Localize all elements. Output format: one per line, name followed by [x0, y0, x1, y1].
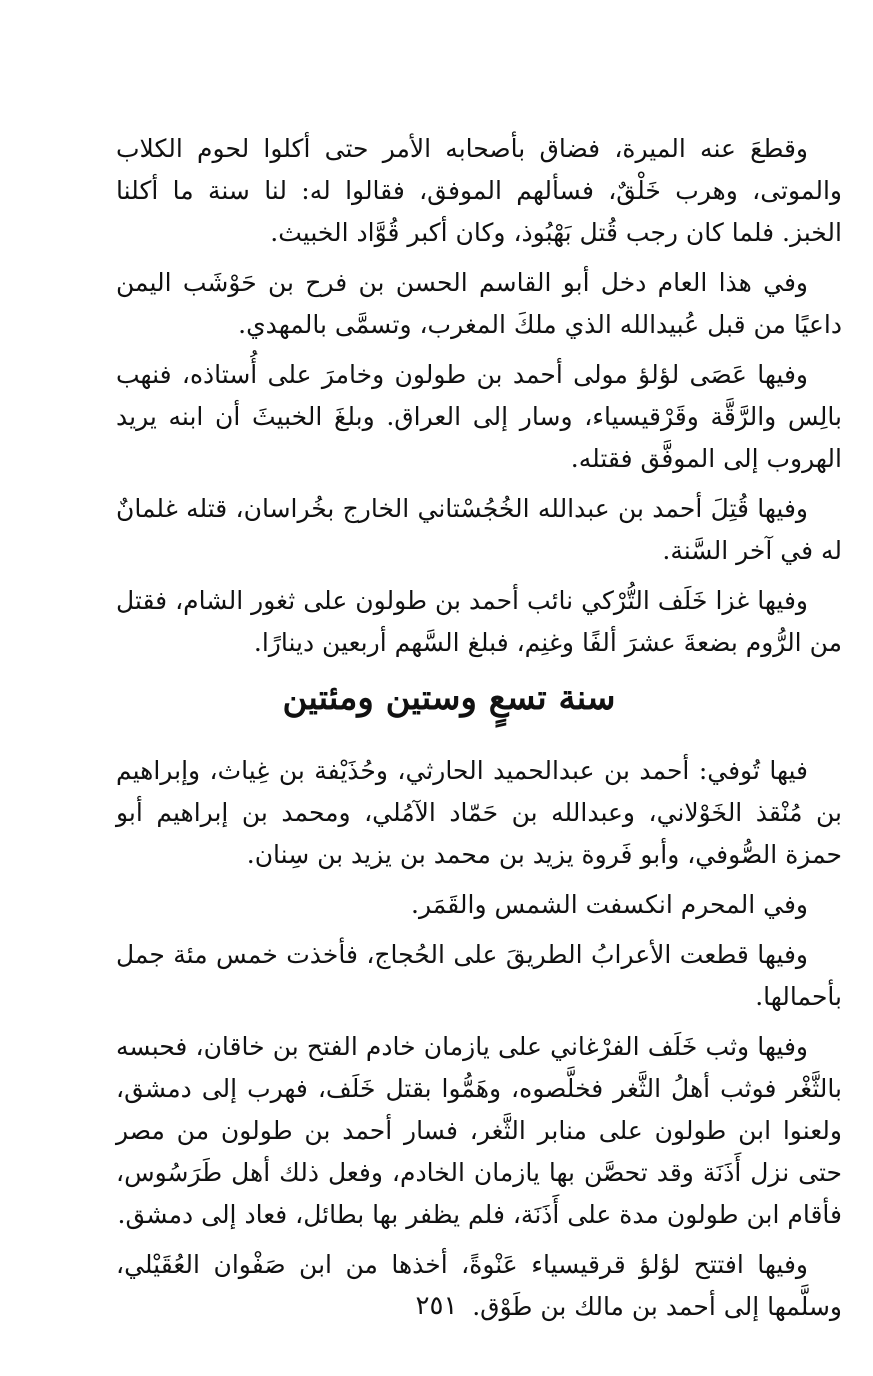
paragraph: وفيها غزا خَلَف التُّرْكي نائب أحمد بن طولون على ثغور الشام، فقتل من الرُّوم بضعةَ عشرَ ألفًا وغنِم، فبلغ السَّهم أربعين دينارًا.: [116, 586, 842, 657]
page-body: [116, 128, 842, 1336]
section-heading: سنة تسعٍ وستين ومئتين: [282, 678, 616, 718]
paragraph: وفيها وثب خَلَف الفرْغاني على يازمان خادم الفتح بن خاقان، فحبسه بالثَّغْر فوثب أهلُ الثَّغر فخلَّصوه، وهَمُّوا بقتل خَلَف، فهرب إلى دمشق، ولعنوا ابن طولون على منابر الثَّغر، فسار أحمد بن طولون من مصر حتى نزل أَذَنَة وقد تحصَّن بها يازمان الخادم، وفعل ذلك أهل طَرَسُوس، فأقام ابن طولون مدة على أَذَنَة، فلم يظفر بها بطائل، فعاد إلى دمشق.: [116, 1032, 842, 1229]
paragraph: وفيها قطعت الأعرابُ الطريقَ على الحُجاج، فأخذت خمس مئة جمل بأحمالها.: [116, 940, 842, 1011]
paragraph: وفيها افتتح لؤلؤ قرقيسياء عَنْوةً، أخذها من ابن صَفْوان العُقَيْلي، وسلَّمها إلى أحمد بن مالك بن طَوْق.: [116, 1250, 842, 1321]
paragraph: وفي المحرم انكسفت الشمس والقَمَر.: [411, 890, 808, 919]
paragraph: وفي هذا العام دخل أبو القاسم الحسن بن فرح بن حَوْشَب اليمن داعيًا من قبل عُبيدالله الذي ملكَ المغرب، وتسمَّى بالمهدي.: [116, 268, 842, 339]
paragraph: وقطعَ عنه الميرة، فضاق بأصحابه الأمر حتى أكلوا لحوم الكلاب والموتى، وهرب خَلْقٌ، فسألهم الموفق، فقالوا له: لنا سنة ما أكلنا الخبز. فلما كان رجب قُتل بَهْبُوذ، وكان أكبر قُوَّاد الخبيث.: [116, 134, 842, 247]
paragraph: وفيها عَصَى لؤلؤ مولى أحمد بن طولون وخامرَ على أُستاذه، فنهب بالِس والرَّقَّة وقَرْقيسياء، وسار إلى العراق. وبلغَ الخبيثَ أن ابنه يريد الهروب إلى الموفَّق فقتله.: [116, 360, 842, 473]
paragraph: فيها تُوفي: أحمد بن عبدالحميد الحارثي، وحُذَيْفة بن غِياث، وإبراهيم بن مُنْقذ الخَوْلاني، وعبدالله بن حَمّاد الآمُلي، ومحمد بن إبراهيم أبو حمزة الصُّوفي، وأبو فَروة يزيد بن محمد بن يزيد بن سِنان.: [116, 756, 842, 869]
paragraph: وفيها قُتِلَ أحمد بن عبدالله الخُجُسْتاني الخارج بخُراسان، قتله غلمانٌ له في آخر السَّنة.: [116, 494, 842, 565]
page-number: ٢٥١: [415, 1291, 458, 1321]
